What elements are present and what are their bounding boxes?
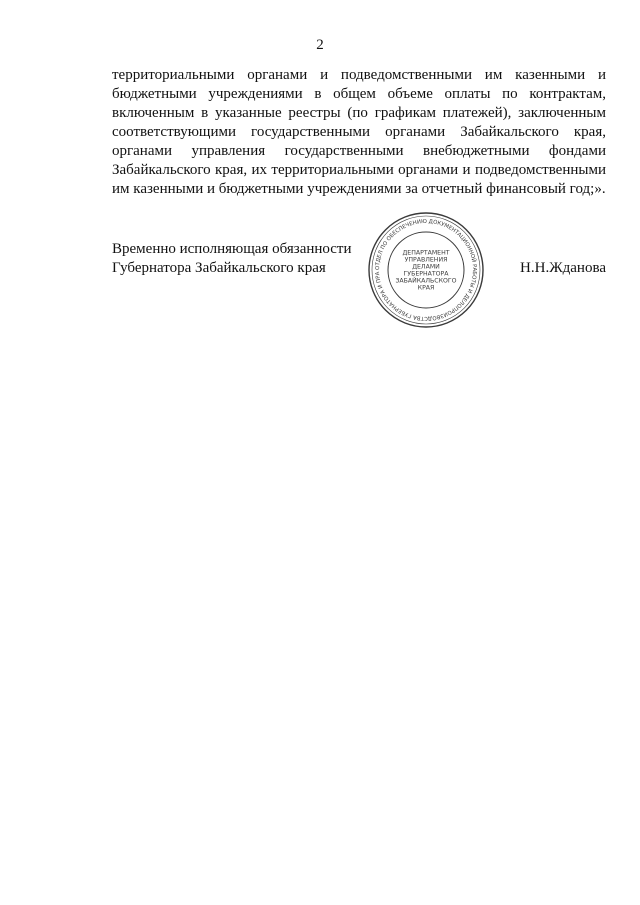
body-line: им казенными и бюджетными учреждениями за отчетный финансовый год;». — [112, 181, 606, 197]
seal-center-line: ДЕПАРТАМЕНТ — [402, 249, 450, 257]
seal-center-line: УПРАВЛЕНИЯ — [404, 256, 448, 264]
seal-center-line: ЗАБАЙКАЛЬСКОГО — [395, 277, 457, 285]
page-number: 2 — [316, 37, 324, 53]
official-seal-stamp — [366, 210, 486, 330]
body-line: бюджетными учреждениями в общем объеме оплаты по контрактам, — [112, 86, 606, 102]
seal-center-line: КРАЯ — [417, 284, 435, 292]
body-line: территориальными органами и подведомственными им казенными и — [112, 67, 606, 83]
seal-graphic — [366, 210, 486, 330]
signer-title-line: Губернатора Забайкальского края — [112, 260, 326, 276]
signer-title — [112, 240, 352, 278]
seal-center-line: ГУБЕРНАТОРА — [403, 270, 449, 278]
body-line: органами управления государственными внебюджетными фондами — [112, 143, 606, 159]
seal-center-line: ДЕЛАМИ — [412, 263, 440, 271]
seal-center-text — [395, 250, 456, 292]
signature-block — [112, 240, 606, 330]
signer-name: Н.Н.Жданова — [520, 260, 606, 276]
body-line: Забайкальского края, их территориальными органами и подведомственными — [112, 162, 606, 178]
signer-title-line: Временно исполняющая обязанности — [112, 241, 352, 257]
body-line: включенным в указанные реестры (по графикам платежей), заключенным — [112, 105, 606, 121]
body-line: соответствующими государственными органами Забайкальского края, — [112, 124, 606, 140]
seal-ring-text: ОТДЕЛ ПО ОБЕСПЕЧЕНИЮ ДОКУМЕНТАЦИОННОЙ РАБОТЫ И ДЕЛОПРОИЗВОДСТВА ГУБЕРНАТОРА И ПРА — [374, 218, 478, 322]
body-paragraph — [112, 66, 606, 199]
